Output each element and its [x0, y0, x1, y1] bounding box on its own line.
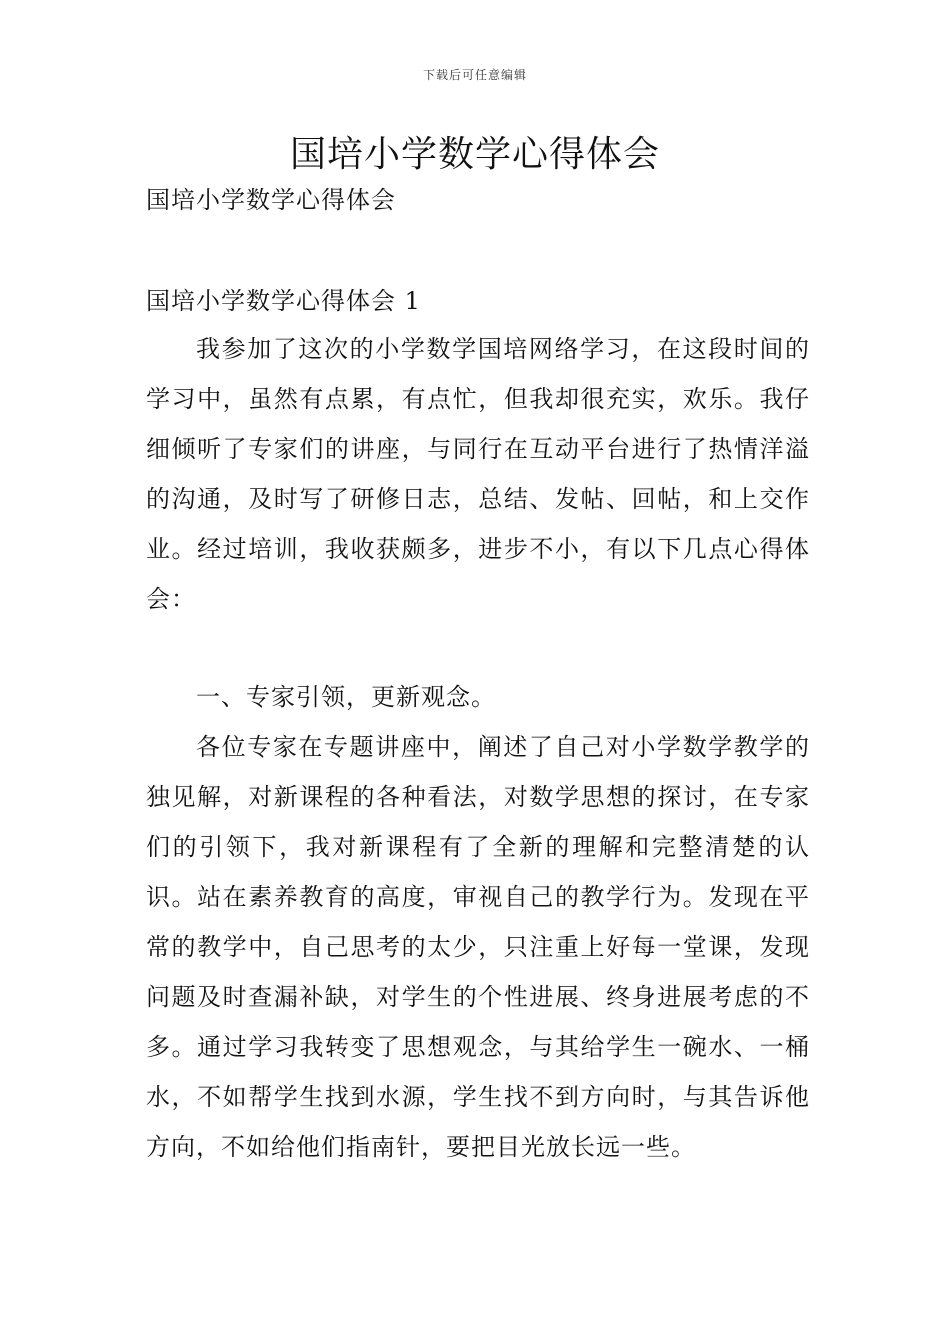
header-note: 下载后可任意编辑 [422, 68, 527, 82]
paragraph-intro: 我参加了这次的小学数学国培网络学习，在这段时间的学习中，虽然有点累，有点忙，但我却很充实，欢乐。我仔细倾听了专家们的讲座，与同行在互动平台进行了热情洋溢的沟通，及时写了研修日志，总结、发帖、回帖，和上交作业。经过培训，我收获颇多，进步不小，有以下几点心得体会： [146, 335, 810, 613]
section-heading: 国培小学数学心得体会 1 [146, 287, 421, 315]
point-heading: 一、专家引领，更新观念。 [196, 683, 496, 711]
document-title: 国培小学数学心得体会 [289, 134, 660, 175]
document-subtitle: 国培小学数学心得体会 [146, 186, 396, 214]
paragraph-expert-guidance: 各位专家在专题讲座中，阐述了自己对小学数学教学的独见解，对新课程的各种看法，对数学思想的探讨，在专家们的引领下，我对新课程有了全新的理解和完整清楚的认识。站在素养教育的高度，审视自己的教学行为。发现在平常的教学中，自己思考的太少，只注重上好每一堂课，发现问题及时查漏补缺，对学生的个性进展、终身进展考虑的不多。通过学习我转变了思想观念，与其给学生一碗水、一桶水，不如帮学生找到水源，学生找不到方向时，与其告诉他方向，不如给他们指南针，要把目光放长远一些。 [146, 733, 810, 1161]
